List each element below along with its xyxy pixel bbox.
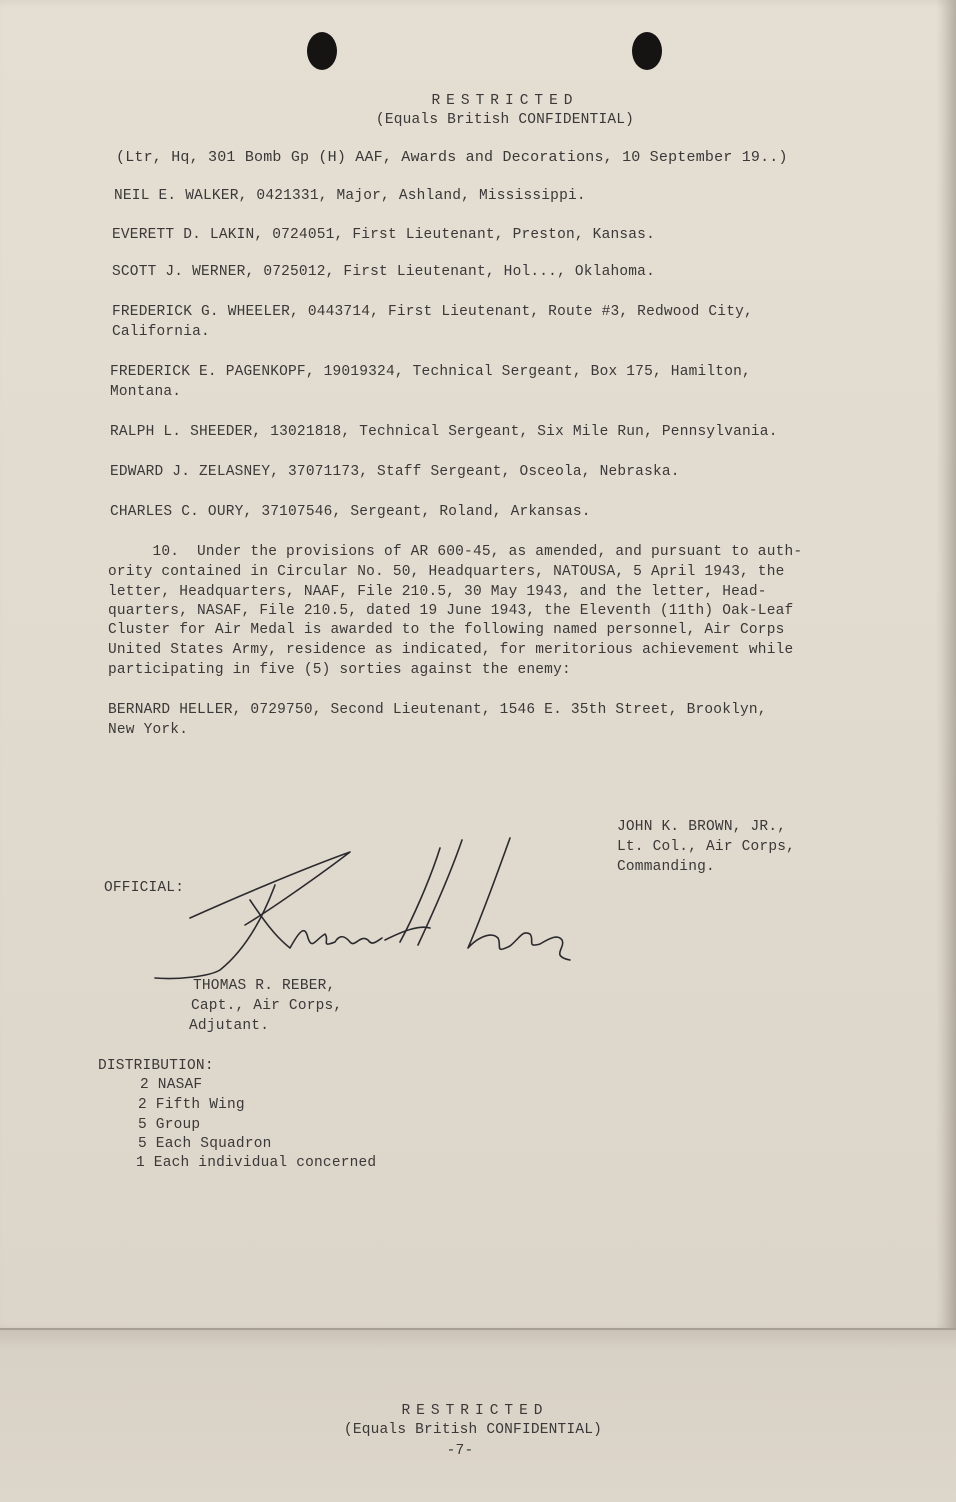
page-number: -7- xyxy=(446,1443,474,1459)
punch-hole-right xyxy=(632,32,662,70)
distribution-label: DISTRIBUTION: xyxy=(98,1058,214,1074)
header-equivalent: (Equals British CONFIDENTIAL) xyxy=(375,112,635,128)
official-rank: Capt., Air Corps, xyxy=(191,998,343,1014)
commander-name: JOHN K. BROWN, JR., xyxy=(617,819,787,835)
paragraph-line: United States Army, residence as indicated, for meritorious achievement while xyxy=(108,642,794,658)
personnel-entry: FREDERICK G. WHEELER, 0443714, First Lieutenant, Route #3, Redwood City, California. xyxy=(112,304,753,340)
personnel-entry: SCOTT J. WERNER, 0725012, First Lieutenant, Hol..., Oklahoma. xyxy=(112,264,655,280)
handwritten-signature xyxy=(150,830,590,990)
commander-role: Commanding. xyxy=(617,859,715,875)
footer-equivalent: (Equals British CONFIDENTIAL) xyxy=(343,1422,603,1438)
personnel-entry: CHARLES C. OURY, 37107546, Sergeant, Roland, Arkansas. xyxy=(110,504,591,520)
paragraph-line: letter, Headquarters, NAAF, File 210.5, 30 May 1943, and the letter, Head- xyxy=(108,584,767,600)
distribution-item: 5 Each Squadron xyxy=(138,1136,272,1152)
header-classification: RESTRICTED xyxy=(431,93,579,109)
paragraph-line: participating in five (5) sorties against the enemy: xyxy=(108,662,571,678)
personnel-entry: NEIL E. WALKER, 0421331, Major, Ashland, Mississippi. xyxy=(114,188,586,204)
official-name: THOMAS R. REBER, xyxy=(193,978,336,994)
punch-hole-left xyxy=(307,32,337,70)
official-role: Adjutant. xyxy=(189,1018,270,1034)
paragraph-line: quarters, NASAF, File 210.5, dated 19 June 1943, the Eleventh (11th) Oak-Leaf xyxy=(108,603,794,619)
paragraph-line: ority contained in Circular No. 50, Headquarters, NATOUSA, 5 April 1943, the xyxy=(108,564,785,580)
distribution-item: 5 Group xyxy=(138,1117,201,1133)
footer-classification: RESTRICTED xyxy=(401,1403,549,1419)
distribution-item: 1 Each individual concerned xyxy=(136,1155,377,1171)
commander-rank: Lt. Col., Air Corps, xyxy=(617,839,796,855)
paragraph-line: Cluster for Air Medal is awarded to the following named personnel, Air Corps xyxy=(108,622,785,638)
paragraph-line: 10. Under the provisions of AR 600-45, as amended, and pursuant to auth- xyxy=(108,544,803,560)
official-label: OFFICIAL: xyxy=(104,880,185,896)
distribution-item: 2 NASAF xyxy=(140,1077,203,1093)
personnel-entry: RALPH L. SHEEDER, 13021818, Technical Sergeant, Six Mile Run, Pennsylvania. xyxy=(110,424,778,440)
reference-line: (Ltr, Hq, 301 Bomb Gp (H) AAF, Awards and Decorations, 10 September 19..) xyxy=(116,149,788,166)
page-edge-shadow xyxy=(936,0,956,1330)
awardee-entry: BERNARD HELLER, 0729750, Second Lieutenant, 1546 E. 35th Street, Brooklyn, New York. xyxy=(108,702,767,738)
distribution-item: 2 Fifth Wing xyxy=(138,1097,245,1113)
personnel-entry: EDWARD J. ZELASNEY, 37071173, Staff Sergeant, Osceola, Nebraska. xyxy=(110,464,680,480)
personnel-entry: EVERETT D. LAKIN, 0724051, First Lieutenant, Preston, Kansas. xyxy=(112,227,655,243)
personnel-entry: FREDERICK E. PAGENKOPF, 19019324, Technical Sergeant, Box 175, Hamilton, Montana. xyxy=(110,364,751,400)
